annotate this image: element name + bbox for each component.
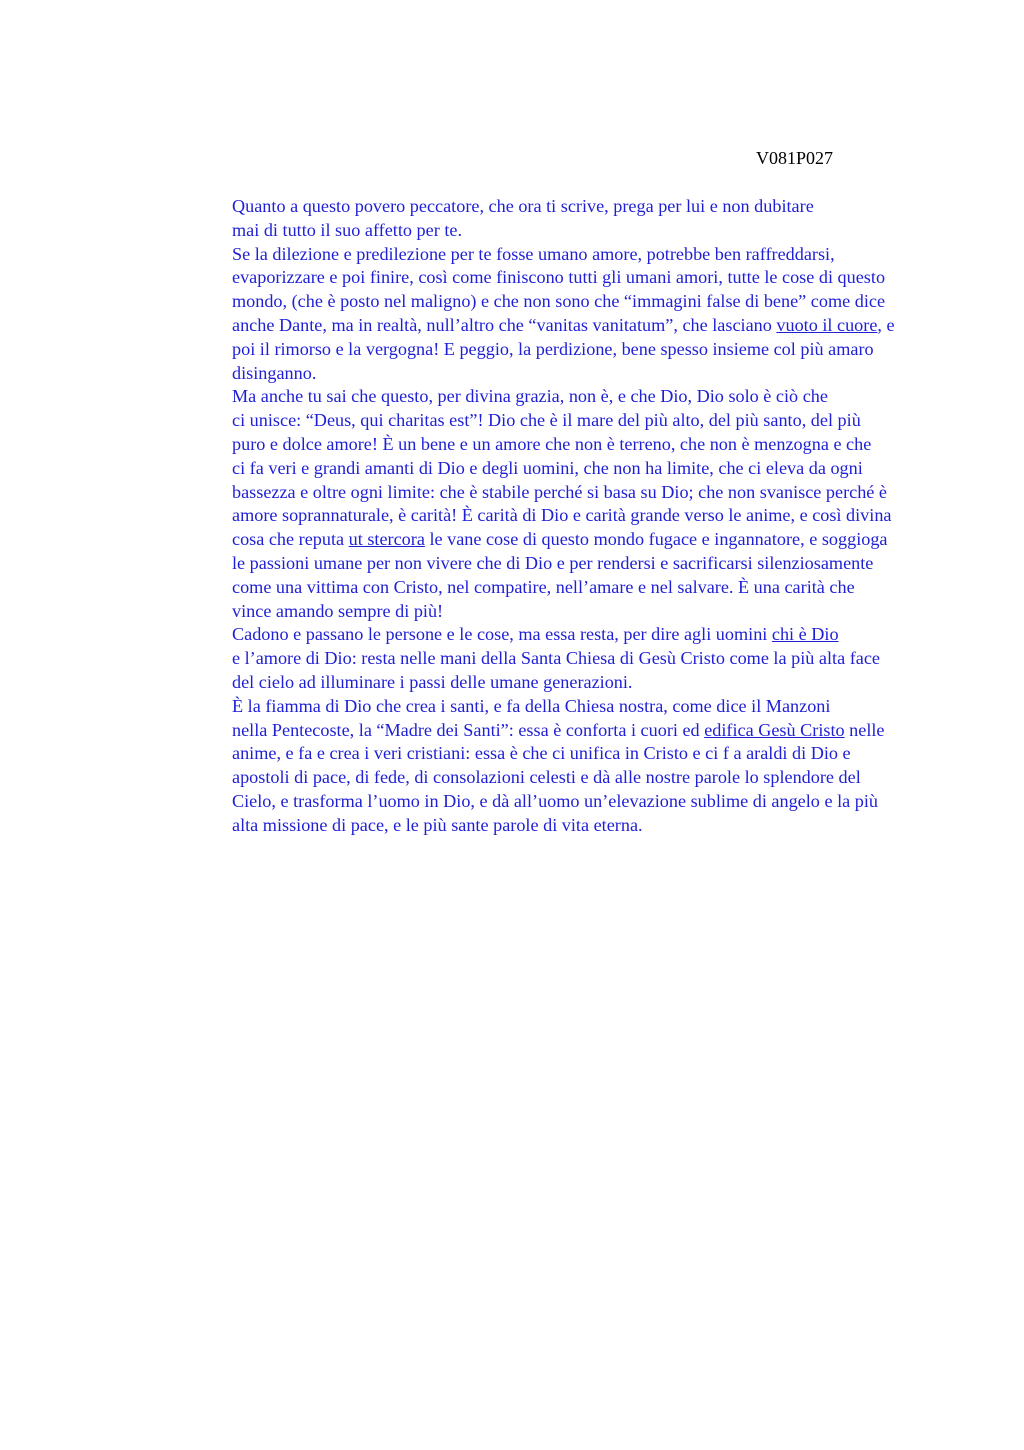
text-line	[171, 766, 931, 790]
text-segment: ci unisce: “Deus, qui charitas est”! Dio che è il mare del più alto, del più santo, del più	[232, 410, 861, 431]
text-segment: mai di tutto il suo affetto per te.	[232, 219, 462, 240]
text-line	[171, 647, 931, 671]
text-segment: bassezza e oltre ogni limite: che è stabile perché si basa su Dio; che non svanisce perché è	[232, 481, 887, 502]
text-line	[171, 600, 931, 624]
text-segment: È la fiamma di Dio che crea i santi, e fa della Chiesa nostra, come dice il Manzoni	[232, 695, 831, 716]
text-segment: Ma anche tu sai che questo, per divina grazia, non è, e che Dio, Dio solo è ciò che	[232, 386, 828, 407]
paragraph	[171, 195, 931, 243]
text-segment: mondo, (che è posto nel maligno) e che non sono che “immagini false di bene” come dice	[232, 291, 886, 312]
text-segment: amore soprannaturale, è carità! È carità di Dio e carità grande verso le anime, e così divina	[232, 505, 892, 526]
text-segment: nella Pentecoste, la “Madre dei Santi”: essa è conforta i cuori ed	[232, 719, 705, 740]
text-segment: Quanto a questo povero peccatore, che ora ti scrive, prega per lui e non dubitare	[232, 196, 814, 216]
text-line	[171, 814, 931, 838]
text-line	[171, 576, 931, 600]
text-line	[171, 385, 931, 409]
underlined-phrase: chi è Dio	[771, 624, 839, 645]
text-line	[171, 623, 931, 647]
underlined-phrase: ut stercora	[348, 529, 425, 550]
text-segment: anche Dante, ma in realtà, null’altro che “vanitas vanitatum”, che lasciano	[232, 314, 777, 335]
text-line	[171, 695, 931, 719]
text-line	[171, 481, 931, 505]
text-line	[171, 338, 931, 362]
text-line	[171, 362, 931, 386]
text-segment: alta missione di pace, e le più sante parole di vita eterna.	[232, 814, 643, 835]
text-line	[171, 314, 931, 338]
text-segment: , e	[877, 314, 895, 335]
text-segment: e l’amore di Dio: resta nelle mani della Santa Chiesa di Gesù Cristo come la più alta face	[232, 648, 880, 669]
paragraph	[171, 623, 931, 694]
text-line	[171, 552, 931, 576]
text-segment: Cadono e passano le persone e le cose, ma essa resta, per dire agli uomini	[232, 624, 772, 645]
text-segment: disinganno.	[232, 362, 317, 383]
paragraph	[171, 243, 931, 386]
text-line	[171, 243, 931, 267]
paragraph	[171, 695, 931, 838]
text-segment: le vane cose di questo mondo fugace e ingannatore, e soggioga	[424, 529, 888, 550]
text-segment: le passioni umane per non vivere che di Dio e per rendersi e sacrificarsi silenziosamente	[232, 552, 874, 573]
text-segment: poi il rimorso e la vergogna! E peggio, la perdizione, bene spesso insieme col più amaro	[232, 338, 874, 359]
text-line	[171, 433, 931, 457]
text-line	[171, 671, 931, 695]
underlined-phrase: edifica Gesù Cristo	[704, 719, 845, 740]
paragraph	[171, 385, 931, 623]
text-line	[171, 409, 931, 433]
text-segment: nelle	[844, 719, 885, 740]
text-segment: Cielo, e trasforma l’uomo in Dio, e dà all’uomo un’elevazione sublime di angelo e la più	[232, 790, 878, 811]
text-line	[171, 195, 931, 219]
text-segment: cosa che reputa	[232, 529, 349, 550]
text-line	[171, 290, 931, 314]
text-segment: ci fa veri e grandi amanti di Dio e degli uomini, che non ha limite, che ci eleva da ogni	[232, 457, 863, 478]
text-segment: del cielo ad illuminare i passi delle umane generazioni.	[232, 671, 633, 692]
text-segment: Se la dilezione e predilezione per te fosse umano amore, potrebbe ben raffreddarsi,	[232, 243, 835, 264]
page-code: V081P027	[756, 148, 834, 168]
text-segment: come una vittima con Cristo, nel compatire, nell’amare e nel salvare. È una carità che	[232, 576, 855, 597]
text-line	[171, 504, 931, 528]
text-segment: anime, e fa e crea i veri cristiani: essa è che ci unifica in Cristo e ci f a araldi di Dio e	[232, 743, 851, 764]
text-line	[171, 719, 931, 743]
text-line	[171, 790, 931, 814]
text-segment: puro e dolce amore! È un bene e un amore che non è terreno, che non è menzogna e che	[232, 433, 872, 454]
text-segment: vince amando sempre di più!	[232, 600, 444, 621]
text-line	[171, 266, 931, 290]
text-line	[171, 219, 931, 243]
text-line	[171, 528, 931, 552]
underlined-phrase: vuoto il cuore	[776, 314, 878, 335]
text-line	[171, 742, 931, 766]
text-line	[171, 457, 931, 481]
text-segment: apostoli di pace, di fede, di consolazioni celesti e dà alle nostre parole lo splendore del	[232, 767, 861, 788]
body-text	[171, 195, 931, 838]
text-segment: evaporizzare e poi finire, così come finiscono tutti gli umani amori, tutte le cose di questo	[232, 267, 886, 288]
